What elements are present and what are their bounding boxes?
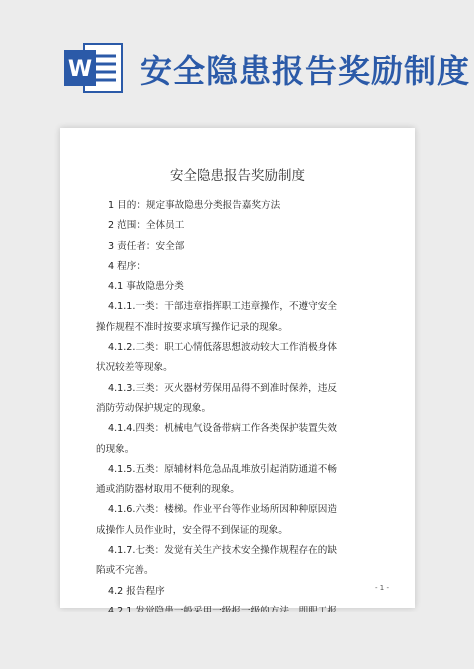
paragraph-line: 3 责任者：安全部 <box>108 240 185 252</box>
paragraph-line: 4.1.6.六类：楼梯。作业平台等作业场所因种种原因造 <box>108 504 337 516</box>
paragraph-line: 消防劳动保护规定的现象。 <box>96 402 212 414</box>
paragraph-line: 2 范围：全体员工 <box>108 220 185 232</box>
paragraph-line: 的现象。 <box>96 443 135 455</box>
paragraph-line: 4 程序： <box>108 260 146 272</box>
paragraph-line: 4.1.2.二类：职工心情低落思想波动较大工作消极身体 <box>108 342 337 354</box>
paragraph-line: 4.1.4.四类：机械电气设备带病工作各类保护装置失效 <box>108 423 337 435</box>
header-title: 安全隐患报告奖励制度 <box>140 52 471 90</box>
paragraph-line: 陷或不完善。 <box>96 565 154 577</box>
paragraph-line: 4.1.3.三类：灭火器材劳保用品得不到准时保养，违反 <box>108 382 337 394</box>
document-body <box>96 196 391 643</box>
logo-letter: W <box>67 57 93 82</box>
paragraph-line: 通或消防器材取用不便利的现象。 <box>96 484 240 496</box>
document-title: 安全隐患报告奖励制度 <box>170 168 305 184</box>
document-page <box>60 128 415 608</box>
paragraph-line: 4.1.5.五类：原辅材料危急品乱堆放引起消防通道不畅 <box>108 463 337 475</box>
paragraph-line: 4.1.1.一类：干部违章指挥职工违章操作，不遵守安全 <box>108 301 337 313</box>
word-document-icon <box>62 40 124 96</box>
paragraph-line: 操作规程不准时按要求填写操作记录的现象。 <box>96 321 288 333</box>
header-banner <box>0 0 474 120</box>
paragraph-line: 4.1.7.七类：发觉有关生产技术安全操作规程存在的缺 <box>108 545 337 557</box>
bottom-strip <box>0 612 474 669</box>
paragraph-line: 4.1 事故隐患分类 <box>108 281 184 293</box>
paragraph-line: 状况较差等现象。 <box>96 362 173 374</box>
page-number: - 1 - <box>375 584 389 592</box>
paragraph-line: 4.2 报告程序 <box>108 585 165 597</box>
paragraph-line: 成操作人员作业时，安全得不到保证的现象。 <box>96 524 288 536</box>
paragraph-line: 1 目的：规定事故隐患分类报告嘉奖方法 <box>108 200 281 211</box>
